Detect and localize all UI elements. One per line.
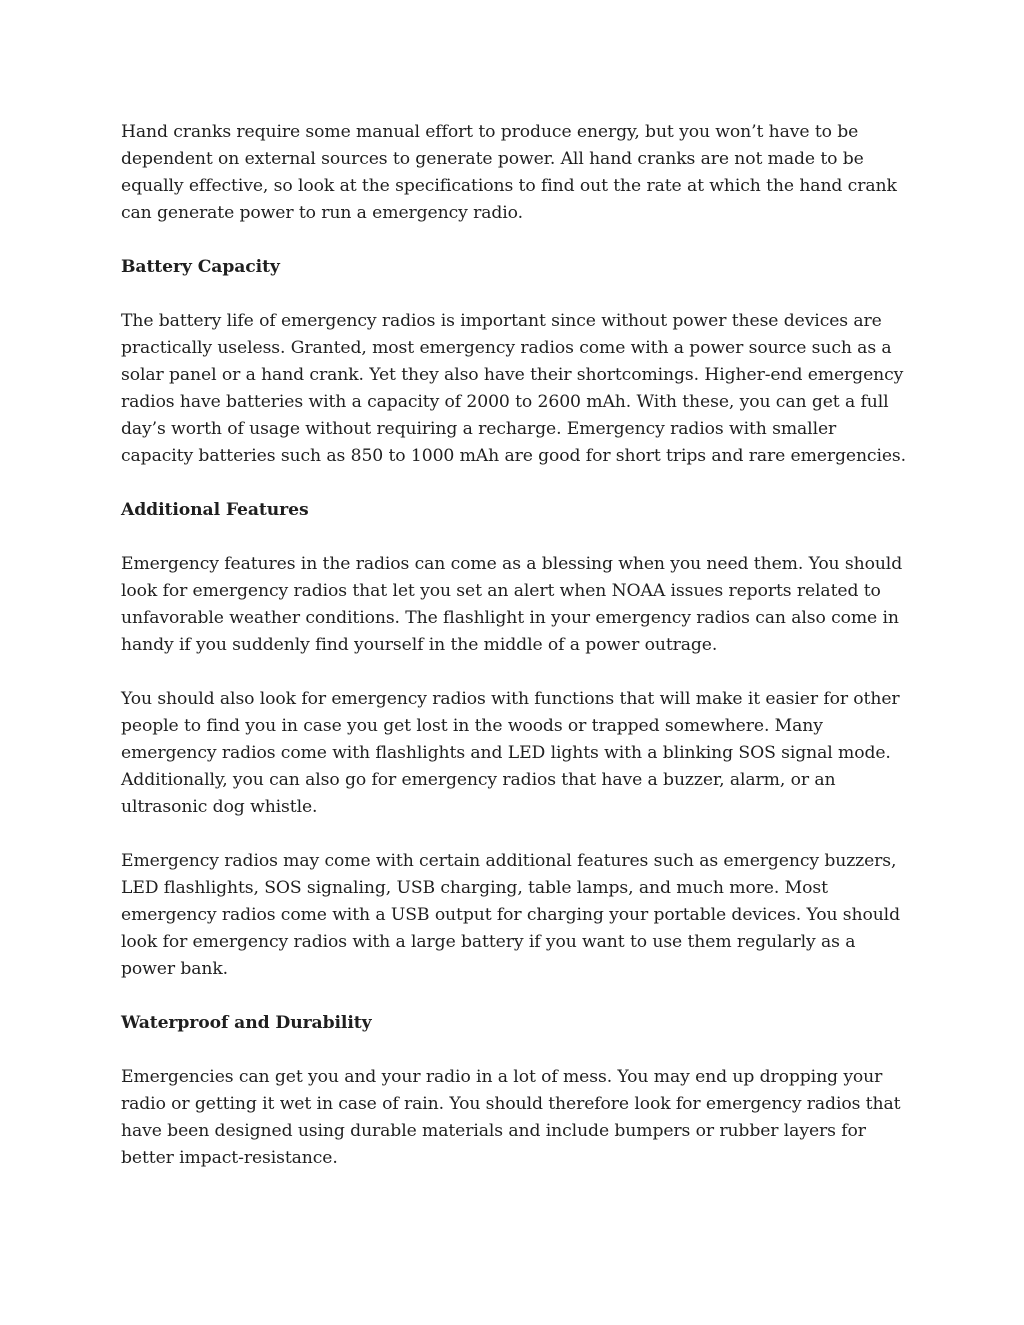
heading-waterproof-durability: Waterproof and Durability (121, 1013, 372, 1033)
heading-battery-capacity: Battery Capacity (121, 257, 280, 277)
document-page (121, 119, 906, 1199)
paragraph-hand-cranks: Hand cranks require some manual effort to produce energy, but you won’t have to be dependent on external sources to generate power. All hand cranks are not made to be equally effective, so look at the specifications to find out the rate at which the hand crank can generate power to run a emergency radio. (121, 122, 897, 223)
paragraph-emergency-features: Emergency features in the radios can come as a blessing when you need them. You should look for emergency radios that let you set an alert when NOAA issues reports related to unfavorable weather conditions. The flashlight in your emergency radios can also come in handy if you suddenly find yourself in the middle of a power outrage. (121, 554, 903, 655)
paragraph-additional-features-list: Emergency radios may come with certain additional features such as emergency buzzers, LED flashlights, SOS signaling, USB charging, table lamps, and much more. Most emergency radios come with a USB output for charging your portable devices. You should look for emergency radios with a large battery if you want to use them regularly as a power bank. (121, 851, 900, 979)
paragraph-battery-life: The battery life of emergency radios is important since without power these devices are practically useless. Granted, most emergency radios come with a power source such as a solar panel or a hand crank. Yet they also have their shortcomings. Higher-end emergency radios have batteries with a capacity of 2000 to 2600 mAh. With these, you can get a full day’s worth of usage without requiring a recharge. Emergency radios with smaller capacity batteries such as 850 to 1000 mAh are good for short trips and rare emergencies. (121, 311, 906, 466)
paragraph-find-you: You should also look for emergency radios with functions that will make it easier for other people to find you in case you get lost in the woods or trapped somewhere. Many emergency radios come with flashlights and LED lights with a blinking SOS signal mode. Additionally, you can also go for emergency radios that have a buzzer, alarm, or an ultrasonic dog whistle. (121, 689, 900, 817)
heading-additional-features: Additional Features (121, 500, 309, 520)
paragraph-emergencies-mess: Emergencies can get you and your radio in a lot of mess. You may end up dropping your radio or getting it wet in case of rain. You should therefore look for emergency radios that have been designed using durable materials and include bumpers or rubber layers for better impact-resistance. (121, 1067, 901, 1168)
